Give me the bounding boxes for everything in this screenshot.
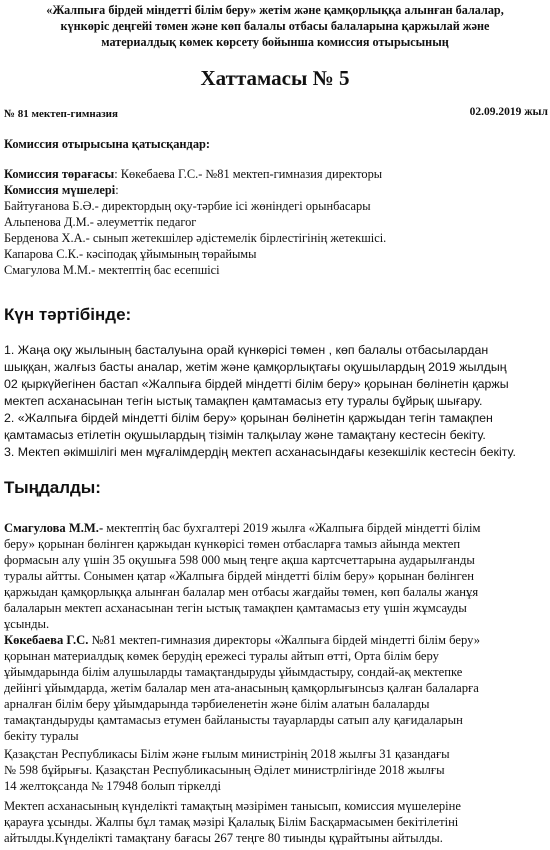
p1-line-7: ұсынды. <box>4 617 50 631</box>
p1-line-5: қаржыдан қамқорлыққа алынған балалар мен отбасы жағдайы төмен, көп балалы жанұя <box>4 585 479 599</box>
header-line-1: «Жалпыға бірдей міндетті білім беру» жетім және қамқорлыққа алынған балалар, <box>46 3 504 17</box>
p1-line-4: туралы айтты. Сонымен қатар «Жалпыға бірдей міндетті білім беру» қорынан бөлінген <box>4 569 474 583</box>
p3-line-1: Қазақстан Республикасы Білім және ғылым министрінің 2018 жылғы 31 қазандағы <box>4 747 450 761</box>
p4-line-2: қарауға ұсынды. Жалпы бұл тамақ мәзірі Қалалық Білім Басқармасымен бекітілетіні <box>4 815 459 829</box>
member-2: Альпенова Д.М.- әлеуметтік педагог <box>4 215 197 229</box>
school-name: № 81 мектеп-гимназия <box>4 108 118 120</box>
p2-line-3: ұйымдарында білім алушыларды тамақтандыруды ұйымдастыру, сондай-ақ мектепке <box>4 665 463 679</box>
member-5: Смагулова М.М.- мектептің бас есепшісі <box>4 263 220 277</box>
member-1: Байтуғанова Б.Ә.- директордың оқу-тәрбие ісі жөніндегі орынбасары <box>4 199 371 213</box>
p2-line-6: тамақтандыруды қамтамасыз етумен байланысты тауарларды сатып алу қағидаларын <box>4 713 463 727</box>
p1-first-text: мектептің бас бухгалтері 2019 жылға «Жалпыға бірдей міндетті білім <box>103 521 481 535</box>
p2-line-4: дейінгі ұйымдарда, жетім балалар мен ата-анасының қамқорлығынсыз қалған балаларға <box>4 681 479 695</box>
p1-speaker: Смагулова М.М.- <box>4 521 104 535</box>
agenda-line-2: шыққан, жалғыз басты аналар, жетім және қамқорлықтағы оқушылардың 2019 жылдың <box>4 360 507 374</box>
header-line-3: материалдық көмек көрсету бойынша комиссия отырысының <box>101 35 449 49</box>
p2-line-2: қорынан материалдық көмек берудің ережесі туралы айтып өтті, Орта білім беру <box>4 649 439 663</box>
p1-line-2: беру» қорынан бөлінген қаржыдан күнкөрісі төмен отбасларға тамыз айында мектеп <box>4 537 461 551</box>
p4-line-3: айтылды.Күнделікті тамақтану бағасы 267 теңге 80 тиынды құрайтыны айтылды. <box>4 831 443 845</box>
protocol-date: 02.09.2019 жыл <box>469 106 548 118</box>
p4-line-1: Мектеп асханасының күнделікті тамақтың мәзірімен танысып, комиссия мүшелеріне <box>4 799 461 813</box>
agenda-line-7: 3. Мектеп әкімшілігі мен мұғалімдердің мектеп асханасындағы кезекшілік кестесін бекіту. <box>4 445 516 459</box>
members-line <box>4 182 119 198</box>
protocol-title: Хаттамасы № 5 <box>200 66 350 90</box>
chair-text: : Көкебаева Г.С.- №81 мектеп-гимназия директоры <box>114 167 383 181</box>
p2-first-line <box>4 632 480 648</box>
p3-line-2: № 598 бұйрығы. Қазақстан Республикасының Әділет министрлігінде 2018 жылғы <box>4 763 445 777</box>
p1-first-line <box>4 520 480 536</box>
p2-speaker: Көкебаева Г.С. <box>4 633 89 647</box>
header-line-2: күнкөріс деңгейі төмен және көп балалы отбасы балаларына қаржылай және <box>60 19 490 33</box>
p2-line-5: арналған білім беру ұйымдарында тәрбиеленетін және білім алатын балаларды <box>4 697 430 711</box>
members-label: Комиссия мүшелері <box>4 183 116 197</box>
agenda-line-6: қамтамасыз етілетін оқушылардың тізімін талқылау және тамақтану кестесін бекіту. <box>4 428 486 442</box>
members-colon: : <box>115 183 119 197</box>
p1-line-3: формасын алу үшін 35 оқушыға 598 000 мың теңге ақша картсчеттарына аударылғанды <box>4 553 475 567</box>
agenda-line-5: 2. «Жалпыға бірдей міндетті білім беру» қорынан бөлінетін қаржыдан тегін тамақпен <box>4 411 493 425</box>
chair-line <box>4 166 382 182</box>
agenda-line-4: мектеп асханасынан тегін ыстық тамақпен қамтамасыз ету туралы бұйрық шығару. <box>4 394 483 408</box>
agenda-line-3: 02 қыркүйегінен бастап «Жалпыға бірдей міндетті білім беру» қорынан бөлінетін қаржы <box>4 377 509 391</box>
agenda-line-1: 1. Жаңа оқу жылының басталуына орай күнкөрісі төмен , көп балалы отбасылардан <box>4 343 489 357</box>
member-4: Капарова С.К.- кәсіподақ ұйымының төрайымы <box>4 247 257 261</box>
chair-label: Комиссия төрағасы <box>4 167 115 181</box>
member-3: Берденова Х.А.- сынып жетекшілер әдістемелік бірлестігінің жетекшісі. <box>4 231 387 245</box>
participants-heading: Комиссия отырысына қатысқандар: <box>4 137 211 151</box>
agenda-heading: Күн тәртібінде: <box>4 305 132 324</box>
p3-line-3: 14 желтоқсанда № 17948 болып тіркелді <box>4 779 221 793</box>
heard-heading: Тыңдалды: <box>4 478 101 497</box>
p2-first-text: №81 мектеп-гимназия директоры «Жалпыға бірдей міндетті білім беру» <box>88 633 481 647</box>
p2-line-7: бекіту туралы <box>4 729 79 743</box>
p1-line-6: балаларын мектеп асханасынан тегін ыстық тамақпен қамтамасыз ету үшін жұмсауды <box>4 601 467 615</box>
